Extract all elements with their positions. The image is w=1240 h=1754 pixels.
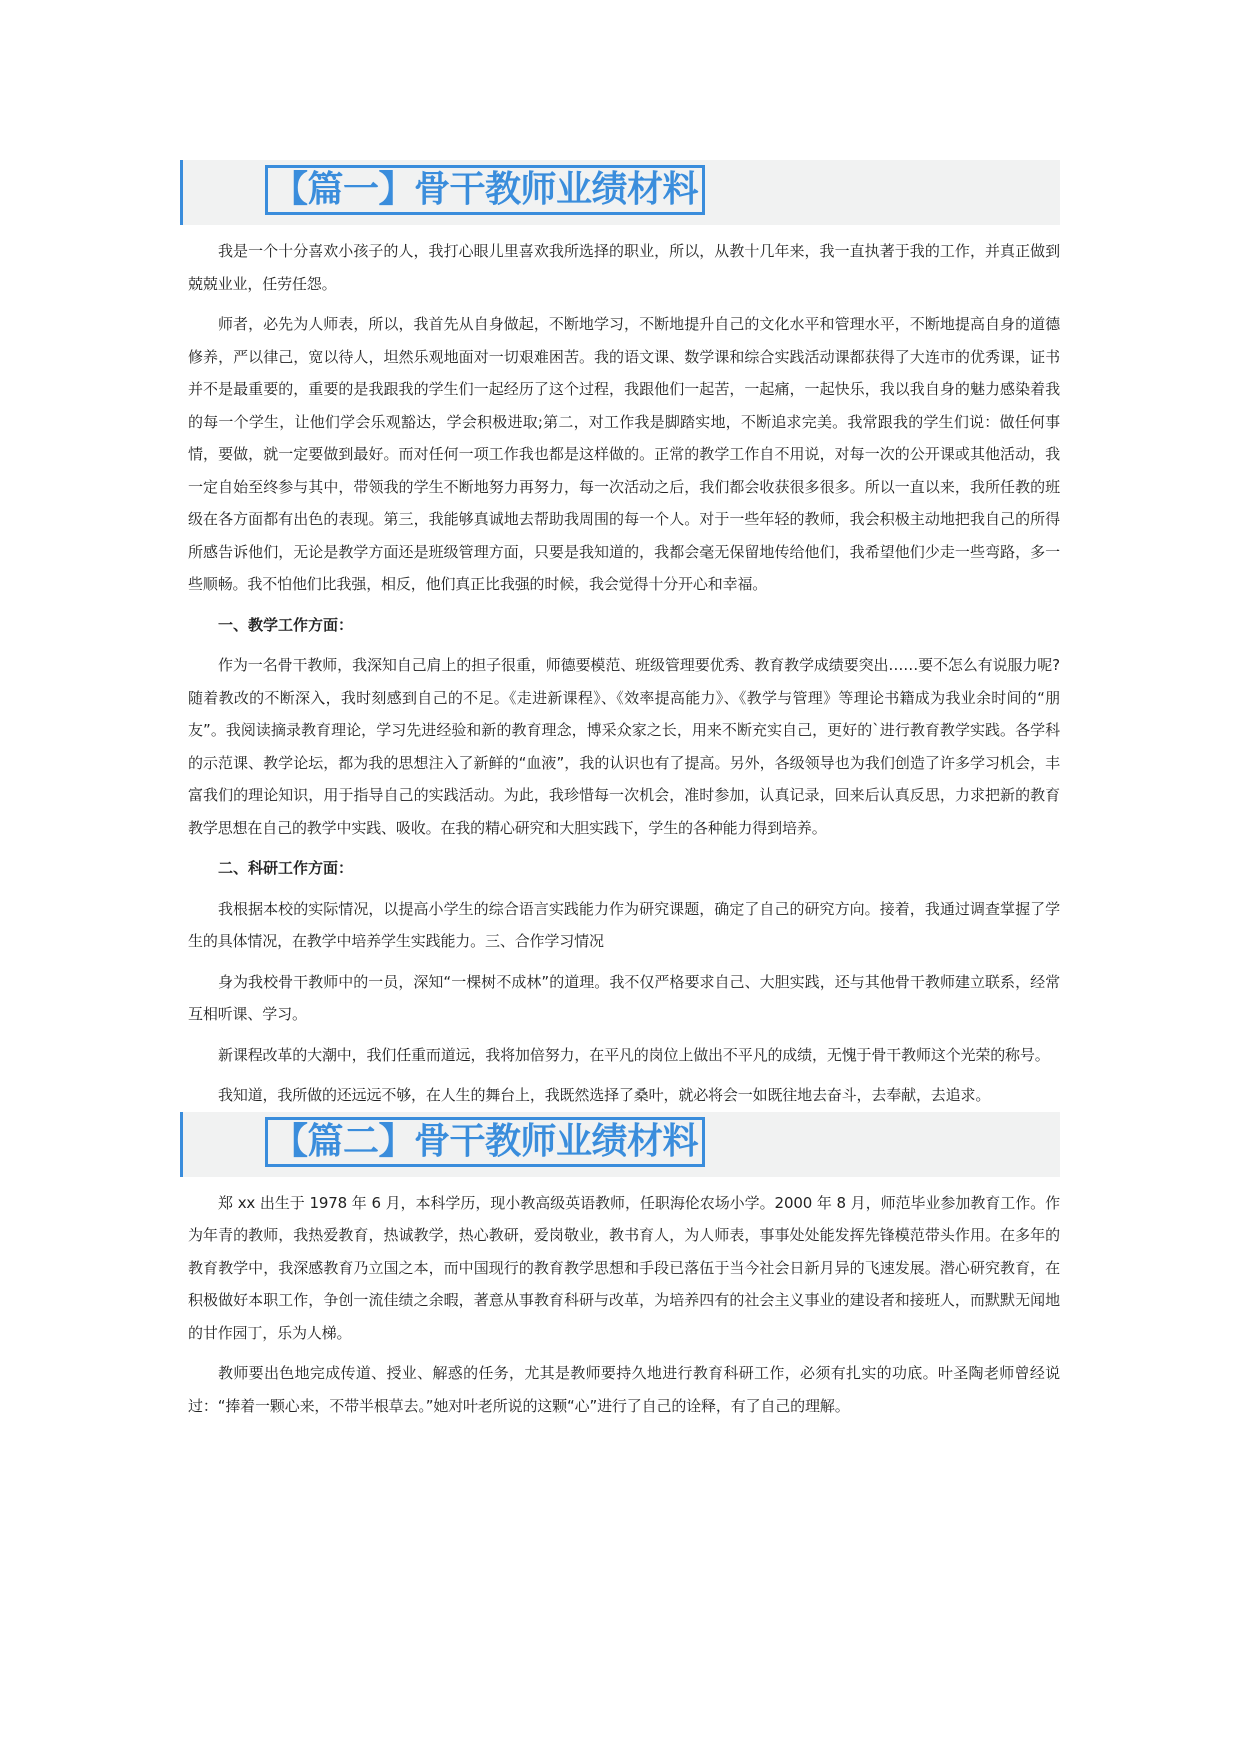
paragraph: 身为我校骨干教师中的一员，深知“一棵树不成林”的道理。我不仅严格要求自己、大胆实践，还与其他骨干教师建立联系，经常互相听课、学习。 bbox=[188, 972, 1060, 1023]
paragraph: 我知道，我所做的还远远不够，在人生的舞台上，我既然选择了桑叶，就必将会一如既往地去奋斗，去奉献，去追求。 bbox=[218, 1086, 991, 1104]
section-title: 【篇二】骨干教师业绩材料 bbox=[265, 1117, 705, 1167]
paragraph: 师者，必先为人师表，所以，我首先从自身做起，不断地学习，不断地提升自己的文化水平和管理水平，不断地提高自身的道德修养，严以律己，宽以待人，坦然乐观地面对一切艰难困苦。我的语文课、数学课和综合实践活动课都获得了大连市的优秀课，证书并不是最重要的，重要的是我跟我的学生们一起经历了这个过程，我跟他们一起苦，一起痛，一起快乐，我以我自身的魅力感染着我的每一个学生，让他们学会乐观豁达，学会积极进取;第二，对工作我是脚踏实地，不断追求完美。我常跟我的学生们说：做任何事情，要做，就一定要做到最好。而对任何一项工作我也都是这样做的。正常的教学工作自不用说，对每一次的公开课或其他活动，我一定自始至终参与其中，带领我的学生不断地努力再努力，每一次活动之后，我们都会收获很多很多。所以一直以来，我所任教的班级在各方面都有出色的表现。第三，我能够真诚地去帮助我周围的每一个人。对于一些年轻的教师，我会积极主动地把我自己的所得所感告诉他们，无论是教学方面还是班级管理方面，只要是我知道的，我都会毫无保留地传给他们，我希望他们少走一些弯路，多一些顺畅。我不怕他们比我强，相反，他们真正比我强的时候，我会觉得十分开心和幸福。 bbox=[188, 315, 1060, 593]
paragraph: 新课程改革的大潮中，我们任重而道远，我将加倍努力，在平凡的岗位上做出不平凡的成绩，无愧于骨干教师这个光荣的称号。 bbox=[218, 1045, 1050, 1064]
subheading: 二、科研工作方面： bbox=[218, 859, 354, 877]
paragraph: 教师要出色地完成传道、授业、解惑的任务，尤其是教师要持久地进行教育科研工作，必须有扎实的功底。叶圣陶老师曾经说过：“捧着一颗心来，不带半根草去。”她对叶老所说的这颗“心”进行了自己的诠释，有了自己的理解。 bbox=[188, 1364, 1060, 1415]
document-body bbox=[188, 160, 1060, 1430]
paragraph: 作为一名骨干教师，我深知自己肩上的担子很重，师德要模范、班级管理要优秀、教育教学成绩要突出……要不怎么有说服力呢?随着教改的不断深入，我时刻感到自己的不足。《走进新课程》、《效率提高能力》、《教学与管理》等理论书籍成为我业余时间的“朋友”。我阅读摘录教育理论，学习先进经验和新的教育理念，博采众家之长，用来不断充实自己，更好的`进行教育教学实践。各学科的示范课、教学论坛，都为我的思想注入了新鲜的“血液”，我的认识也有了提高。另外，各级领导也为我们创造了许多学习机会，丰富我们的理论知识，用于指导自己的实践活动。为此，我珍惜每一次机会，准时参加，认真记录，回来后认真反思，力求把新的教育教学思想在自己的教学中实践、吸收。在我的精心研究和大胆实践下，学生的各种能力得到培养。 bbox=[188, 656, 1060, 837]
paragraph: 我是一个十分喜欢小孩子的人，我打心眼儿里喜欢我所选择的职业，所以，从教十几年来，我一直执著于我的工作，并真正做到兢兢业业，任劳任怨。 bbox=[188, 242, 1060, 293]
subheading: 一、教学工作方面： bbox=[218, 615, 354, 634]
paragraph: 我根据本校的实际情况，以提高小学生的综合语言实践能力作为研究课题，确定了自己的研究方向。接着，我通过调查掌握了学生的具体情况，在教学中培养学生实践能力。三、合作学习情况 bbox=[188, 899, 1060, 950]
paragraph: 郑 xx 出生于 1978 年 6 月，本科学历，现小教高级英语教师，任职海伦农场小学。2000 年 8 月，师范毕业参加教育工作。作为年青的教师，我热爱教育，热诚教学，热心教研，爱岗敬业，教书育人，为人师表，事事处处能发挥先锋模范带头作用。在多年的教育教学中，我深感教育乃立国之本，而中国现行的教育教学思想和手段已落伍于当今社会日新月异的飞速发展。潜心研究教育，在积极做好本职工作，争创一流佳绩之余暇，著意从事教育科研与改革，为培养四有的社会主义事业的建设者和接班人，而默默无闻地的甘作园丁，乐为人梯。 bbox=[188, 1193, 1060, 1342]
section-banner bbox=[180, 1112, 1060, 1177]
section-title: 【篇一】骨干教师业绩材料 bbox=[265, 165, 705, 215]
section-banner bbox=[180, 160, 1060, 225]
